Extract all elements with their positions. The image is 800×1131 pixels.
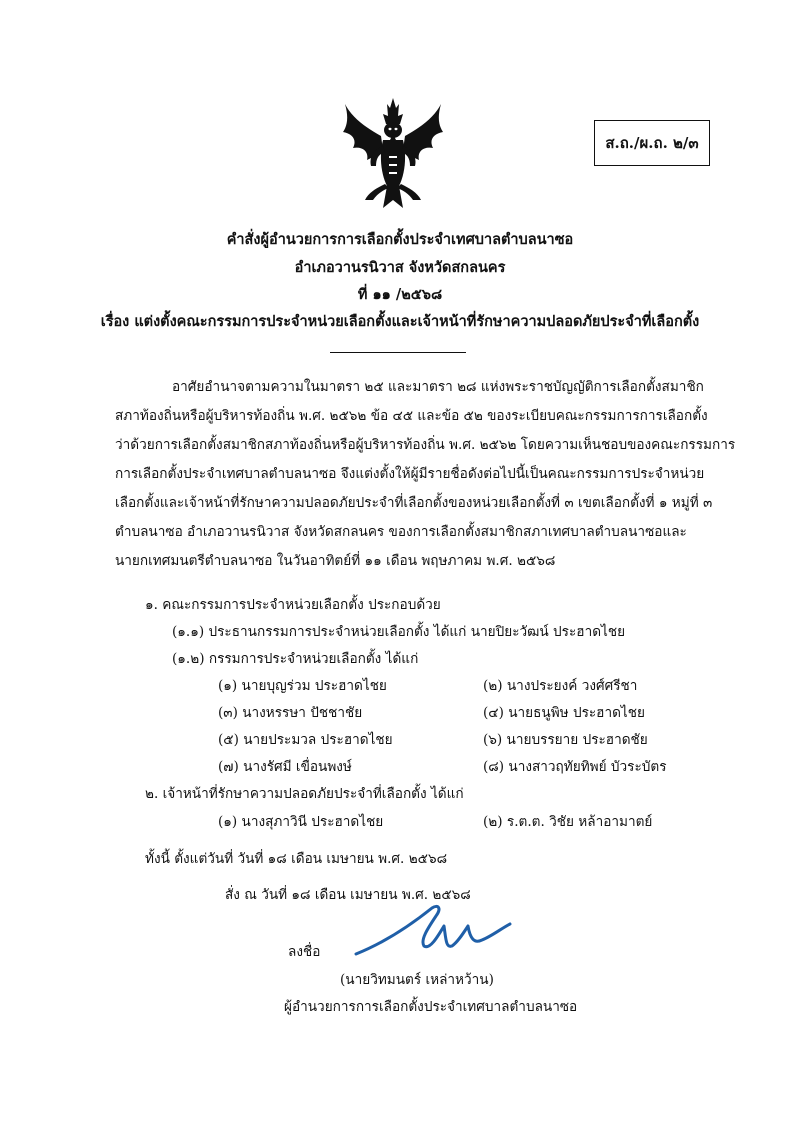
form-code: ส.ถ./ผ.ถ. ๒/๓ <box>605 134 699 152</box>
member-8: (๘) นางสาวฤทัยทิพย์ บัวระบัตร <box>483 759 667 775</box>
effective-date: ทั้งนี้ ตั้งแต่วันที่ วันที่ ๑๘ เดือน เมษายน พ.ศ. ๒๕๖๘ <box>145 851 448 867</box>
body-line-2: สภาท้องถิ่นหรือผู้บริหารท้องถิ่น พ.ศ. ๒๕๖๒ ข้อ ๔๕ และข้อ ๕๒ ของระเบียบคณะกรรมการการเลือกตั้ง <box>115 408 708 424</box>
signatory-position: ผู้อำนวยการการเลือกตั้งประจำเทศบาลตำบลนาซอ <box>284 999 578 1015</box>
form-code-box <box>594 120 710 166</box>
body-line-4: การเลือกตั้งประจำเทศบาลตำบลนาซอ จึงแต่งตั้งให้ผู้มีรายชื่อดังต่อไปนี้เป็นคณะกรรมการประจำหน่วย <box>115 466 705 482</box>
member-4: (๔) นายธนูพิษ ประฮาดไชย <box>483 705 645 721</box>
member-7: (๗) นางรัศมี เขื่อนพงษ์ <box>218 759 352 775</box>
body-line-1: อาศัยอำนาจตามความในมาตรา ๒๕ และมาตรา ๒๘ แห่งพระราชบัญญัติการเลือกตั้งสมาชิก <box>172 379 704 395</box>
body-line-5: เลือกตั้งและเจ้าหน้าที่รักษาความปลอดภัยประจำที่เลือกตั้งของหน่วยเลือกตั้งที่ ๓ เขตเลือกตั้งที่ ๑ หมู่ที่ ๓ <box>115 495 713 511</box>
order-date: สั่ง ณ วันที่ ๑๘ เดือน เมษายน พ.ศ. ๒๕๖๘ <box>225 887 471 903</box>
district-province: อำเภอวานรนิวาส จังหวัดสกลนคร <box>294 259 506 276</box>
body-line-6: ตำบลนาซอ อำเภอวานรนิวาส จังหวัดสกลนคร ของการเลือกตั้งสมาชิกสภาเทศบาลตำบลนาซอและ <box>115 524 687 540</box>
member-6: (๖) นายบรรยาย ประฮาดชัย <box>483 732 648 748</box>
security-officer-1: (๑) นางสุภาวินี ประฮาดไชย <box>218 814 384 830</box>
member-5: (๕) นายประมวล ประฮาดไชย <box>218 732 393 748</box>
member-1: (๑) นายบุญร่วม ประฮาดไชย <box>218 678 387 694</box>
body-line-7: นายกเทศมนตรีตำบลนาซอ ในวันอาทิตย์ที่ ๑๑ เดือน พฤษภาคม พ.ศ. ๒๕๖๘ <box>115 553 556 569</box>
section-1-chair: (๑.๑) ประธานกรรมการประจำหน่วยเลือกตั้ง ได้แก่ นายปิยะวัฒน์ ประฮาดไชย <box>172 624 626 640</box>
signature-label: ลงชื่อ <box>288 944 321 960</box>
header-divider <box>330 352 466 353</box>
security-officer-2: (๒) ร.ต.ต. วิชัย หล้าอามาตย์ <box>483 814 653 830</box>
signatory-name: (นายวิทมนตร์ เหล่าหว้าน) <box>340 972 494 988</box>
member-3: (๓) นางหรรษา ปัชชาชัย <box>218 705 363 721</box>
garuda-emblem-icon <box>343 96 443 210</box>
order-number: ที่ ๑๑ /๒๕๖๘ <box>357 286 443 303</box>
member-2: (๒) นางประยงค์ วงศ์ศรีชา <box>483 678 638 694</box>
section-1-members-heading: (๑.๒) กรรมการประจำหน่วยเลือกตั้ง ได้แก่ <box>172 651 419 667</box>
body-line-3: ว่าด้วยการเลือกตั้งสมาชิกสภาท้องถิ่นหรือผู้บริหารท้องถิ่น พ.ศ. ๒๕๖๒ โดยความเห็นชอบของคณะกรรมการ <box>115 437 736 453</box>
order-subject: เรื่อง แต่งตั้งคณะกรรมการประจำหน่วยเลือกตั้งและเจ้าหน้าที่รักษาความปลอดภัยประจำที่เลือกตั้ง <box>100 313 700 330</box>
section-1-heading: ๑. คณะกรรมการประจำหน่วยเลือกตั้ง ประกอบด้วย <box>145 597 441 613</box>
section-2-heading: ๒. เจ้าหน้าที่รักษาความปลอดภัยประจำที่เลือกตั้ง ได้แก่ <box>145 786 464 802</box>
order-title: คำสั่งผู้อำนวยการการเลือกตั้งประจำเทศบาลตำบลนาซอ <box>226 231 574 248</box>
signature-icon <box>346 896 516 970</box>
